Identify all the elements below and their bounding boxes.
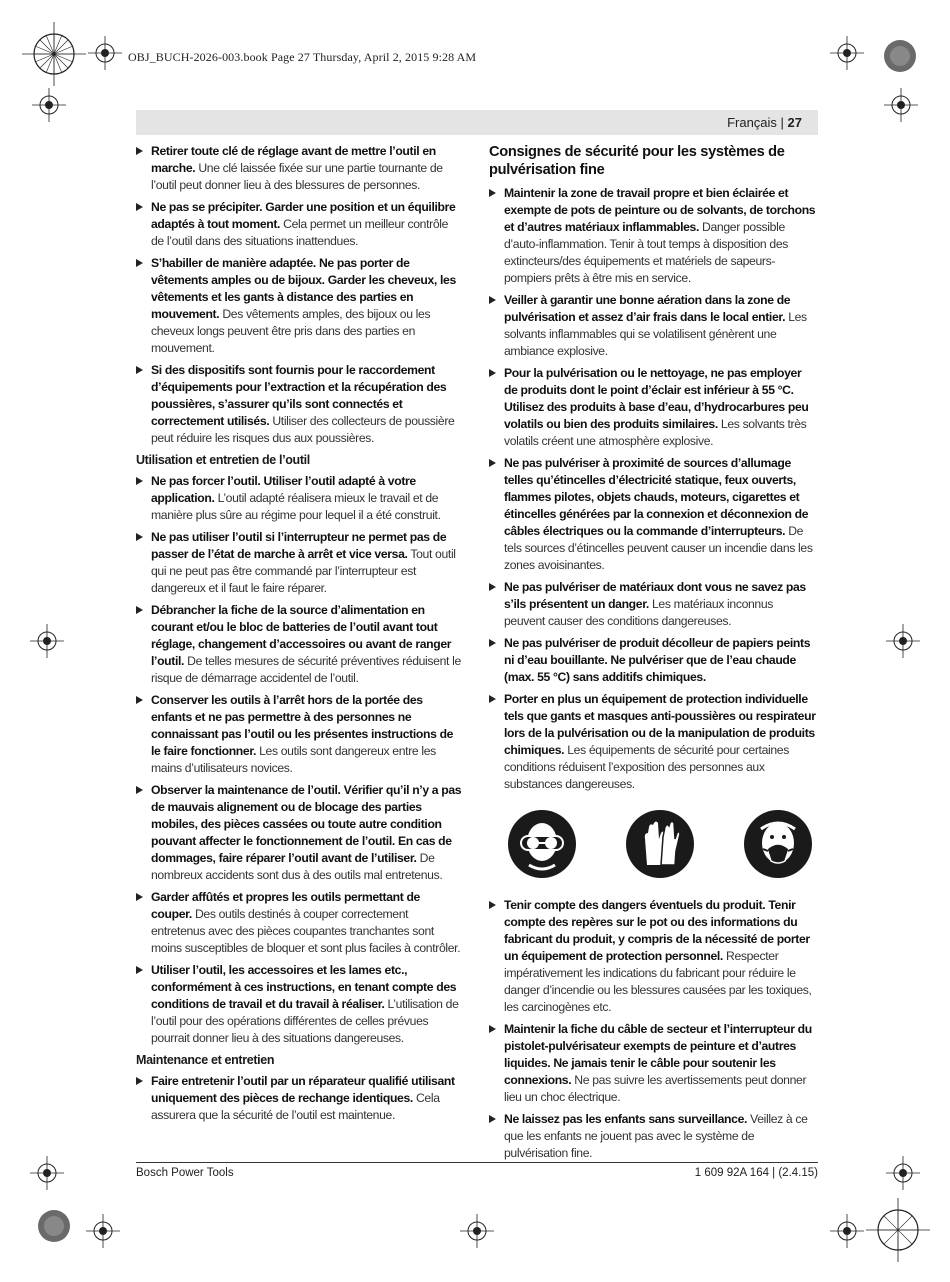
item-text: Ne pas suivre les avertissements peut donner lieu un choc électrique. [504, 1073, 807, 1104]
page-number: 27 [787, 115, 802, 130]
item-text: Danger possible d’auto-inflammation. Tenir à tout temps à disposition des extincteurs/des équipements et matériels de sapeurs-pompiers prêts à être mis en service. [504, 220, 788, 285]
right-column [489, 143, 816, 1167]
bullet-triangle-icon [136, 533, 143, 541]
left-list-1 [136, 143, 463, 447]
list-item [489, 292, 816, 360]
crop-target-icon [32, 88, 66, 122]
crop-target-icon [886, 624, 920, 658]
list-item [136, 255, 463, 357]
item-text: Les solvants inflammables qui se volatilisent génèrent une ambiance explosive. [504, 310, 807, 358]
list-item [489, 897, 816, 1016]
crop-target-icon [86, 1214, 120, 1248]
crop-target-icon [886, 1156, 920, 1190]
crop-target-icon [30, 624, 64, 658]
footer-brand: Bosch Power Tools [136, 1167, 234, 1179]
list-item [136, 199, 463, 250]
list-item [489, 1021, 816, 1106]
item-text: De tels sources d’étincelles peuvent causer un incendie dans les zones avoisinantes. [504, 524, 813, 572]
gray-registration-dot-icon [34, 1206, 74, 1246]
list-item [136, 962, 463, 1047]
item-text: Les outils sont dangereux entre les mains d’utilisateurs novices. [151, 744, 436, 775]
bullet-triangle-icon [489, 901, 496, 909]
ppe-pictograms [507, 809, 813, 879]
list-item [489, 579, 816, 630]
item-text: Les équipements de sécurité pour certaines conditions réduisent l’exposition des personnes aux substances dangereuses. [504, 743, 789, 791]
list-item [136, 782, 463, 884]
list-item [489, 365, 816, 450]
list-item [136, 1073, 463, 1124]
bullet-triangle-icon [489, 296, 496, 304]
crop-target-icon [884, 88, 918, 122]
bullet-triangle-icon [136, 203, 143, 211]
list-item [489, 691, 816, 793]
crop-target-icon [88, 36, 122, 70]
item-text: De nombreux accidents sont dus à des outils mal entretenus. [151, 851, 443, 882]
right-list-1 [489, 185, 816, 793]
bullet-triangle-icon [136, 786, 143, 794]
goggles-icon [507, 809, 577, 879]
item-text: Des vêtements amples, des bijoux ou les cheveux longs peuvent être pris dans des parties en mouvement. [151, 307, 431, 355]
list-item [136, 473, 463, 524]
bullet-triangle-icon [489, 639, 496, 647]
item-text: Tout outil qui ne peut pas être commandé par l’interrupteur est dangereux et il faut le faire réparer. [151, 547, 456, 595]
section-heading-tool-use: Utilisation et entretien de l’outil [136, 453, 310, 467]
item-bold: Débrancher la fiche de la source d’alimentation en courant et/ou le bloc de batteries de l’outil avant tout réglage, changement d’accessoires ou avant de ranger l’outil. [151, 603, 452, 668]
item-bold: Conserver les outils à l’arrêt hors de la portée des enfants et ne pas permettre à des personnes ne connaissant pas l’outil ou les présentes instructions de le faire fonctionner. [151, 693, 454, 758]
item-bold: Veiller à garantir une bonne aération dans la zone de pulvérisation et assez d’air frais dans le local entier. [504, 293, 791, 324]
item-text: Cela permet un meilleur contrôle de l’outil dans des situations inattendues. [151, 217, 449, 248]
bullet-triangle-icon [489, 369, 496, 377]
list-item [489, 455, 816, 574]
left-list-2 [136, 473, 463, 1047]
item-bold: Ne pas se précipiter. Garder une position et un équilibre adaptés à tout moment. [151, 200, 456, 231]
item-text: Cela assurera que la sécurité de l’outil est maintenue. [151, 1091, 440, 1122]
item-bold: Tenir compte des dangers éventuels du produit. Tenir compte des repères sur le pot ou des informations du fabricant du produit, y compris de la nécessité de porter un équipement de protection personnel. [504, 898, 810, 963]
list-item [489, 1111, 816, 1162]
item-text: Une clé laissée fixée sur une partie tournante de l’outil peut donner lieu à des blessures de personnes. [151, 161, 443, 192]
item-text: Des outils destinés à couper correctement entretenus avec des pièces coupantes tranchantes sont moins susceptibles de bloquer et sont plus faciles à contrôler. [151, 907, 461, 955]
gloves-icon [625, 809, 695, 879]
book-slug: OBJ_BUCH-2026-003.book Page 27 Thursday, April 2, 2015 9:28 AM [128, 50, 477, 64]
item-bold: Faire entretenir l’outil par un réparateur qualifié utilisant uniquement des pièces de rechange identiques. [151, 1074, 455, 1105]
item-text: Les matériaux inconnus peuvent causer des conditions dangereuses. [504, 597, 774, 628]
bullet-triangle-icon [136, 147, 143, 155]
item-text: L’utilisation de l’outil pour des opérations différentes de celles prévues pourrait donner lieu à des situations dangereuses. [151, 997, 459, 1045]
bullet-triangle-icon [489, 583, 496, 591]
left-list-3 [136, 1073, 463, 1124]
bullet-triangle-icon [136, 477, 143, 485]
item-bold: Porter en plus un équipement de protection individuelle tels que gants et masques anti-poussières ou respirateur lors de la pulvérisation ou de la manipulation de produits chimiques. [504, 692, 816, 757]
list-item [136, 889, 463, 957]
list-item [136, 692, 463, 777]
footer-rule [136, 1162, 818, 1163]
gray-registration-dot-icon [880, 36, 920, 76]
bullet-triangle-icon [136, 259, 143, 267]
item-bold: S’habiller de manière adaptée. Ne pas porter de vêtements amples ou de bijoux. Garder les cheveux, les vêtements et les gants à distance des parties en mouvement. [151, 256, 456, 321]
item-bold: Maintenir la fiche du câble de secteur et l’interrupteur du pistolet-pulvérisateur exempts de peinture et d’autres liquides. Ne jamais tenir le câble pour soutenir les connexions. [504, 1022, 812, 1087]
item-bold: Retirer toute clé de réglage avant de mettre l’outil en marche. [151, 144, 436, 175]
header-language: Français [727, 115, 777, 130]
item-text: Utiliser des collecteurs de poussière peut réduire les risques dus aux poussières. [151, 414, 455, 445]
page-header [136, 110, 818, 135]
bullet-triangle-icon [136, 893, 143, 901]
bullet-triangle-icon [489, 695, 496, 703]
item-bold: Ne pas pulvériser à proximité de sources d’allumage telles qu’étincelles d’électricité statique, feux ouverts, flammes pilotes, objets chauds, moteurs, cigarettes et étincelles générées par la connexion et déconnexion de câbles électriques ou la commande d’interrupteurs. [504, 456, 809, 538]
crop-target-icon [830, 1214, 864, 1248]
dust-mask-icon [743, 809, 813, 879]
item-bold: Ne laissez pas les enfants sans surveillance. [504, 1112, 748, 1126]
item-bold: Ne pas pulvériser de matériaux dont vous ne savez pas s’ils présentent un danger. [504, 580, 806, 611]
item-bold: Ne pas utiliser l’outil si l’interrupteur ne permet pas de passer de l’état de marche à arrêt et vice versa. [151, 530, 447, 561]
item-bold: Garder affûtés et propres les outils permettant de couper. [151, 890, 420, 921]
item-bold: Maintenir la zone de travail propre et bien éclairée et exempte de pots de peinture ou de solvants, de torchons et d’autres matériaux inflammables. [504, 186, 816, 234]
bullet-triangle-icon [136, 696, 143, 704]
bullet-triangle-icon [489, 1115, 496, 1123]
item-bold: Utiliser l’outil, les accessoires et les lames etc., conformément à ces instructions, en tenant compte des conditions de travail et du travail à réaliser. [151, 963, 457, 1011]
item-text: De telles mesures de sécurité préventives réduisent le risque de démarrage accidentel de l’outil. [151, 654, 461, 685]
item-bold: Si des dispositifs sont fournis pour le raccordement d’équipements pour l’extraction et la récupération des poussières, s’assurer qu’ils sont connectés et correctement utilisés. [151, 363, 447, 428]
item-bold: Pour la pulvérisation ou le nettoyage, ne pas employer de produits dont le point d’éclair est inférieur à 55 °C. Utilisez des produits à base d’eau, d’hydrocarbures peu volatils ou bien des produits similaires. [504, 366, 809, 431]
bullet-triangle-icon [136, 606, 143, 614]
list-item [136, 143, 463, 194]
bullet-triangle-icon [489, 459, 496, 467]
bullet-triangle-icon [489, 1025, 496, 1033]
item-text: Les solvants très volatils créent une atmosphère explosive. [504, 417, 807, 448]
crop-target-icon [460, 1214, 494, 1248]
bullet-triangle-icon [136, 1077, 143, 1085]
crop-target-icon [830, 36, 864, 70]
item-bold: Observer la maintenance de l’outil. Vérifier qu’il n’y a pas de mauvais alignement ou de blocage des parties mobiles, des pièces cassées ou toute autre condition pouvant affecter le fonctionnement de l’outil. En cas de dommages, faire réparer l’outil avant de l’utiliser. [151, 783, 462, 865]
footer-docnumber: 1 609 92A 164 | (2.4.15) [694, 1167, 818, 1179]
header-text: Français | 27 [727, 115, 802, 130]
right-list-2 [489, 897, 816, 1162]
item-text: Veillez à ce que les enfants ne jouent pas avec le système de pulvérisation fine. [504, 1112, 808, 1160]
list-item [136, 362, 463, 447]
bullet-triangle-icon [136, 366, 143, 374]
item-text: Respecter impérativement les indications du fabricant pour réduire le danger d’incendie ou les blessures causées par les toxiques, les carcinogènes etc. [504, 949, 812, 1014]
item-text: L’outil adapté réalisera mieux le travail et de manière plus sûre au régime pour lequel il a été construit. [151, 491, 441, 522]
left-column [136, 143, 463, 1129]
list-item [489, 635, 816, 686]
registration-mark-icon [866, 1198, 930, 1262]
list-item [136, 602, 463, 687]
section-heading-maintenance: Maintenance et entretien [136, 1053, 275, 1067]
registration-mark-icon [22, 22, 86, 86]
section-heading-spray-safety: Consignes de sécurité pour les systèmes de pulvérisation fine [489, 144, 785, 178]
crop-target-icon [30, 1156, 64, 1190]
bullet-triangle-icon [489, 189, 496, 197]
list-item [489, 185, 816, 287]
item-bold: Ne pas forcer l’outil. Utiliser l’outil adapté à votre application. [151, 474, 416, 505]
item-bold: Ne pas pulvériser de produit décolleur de papiers peints ni d’eau bouillante. Ne pulvériser que de l’eau chaude (max. 55 °C) sans additifs chimiques. [504, 636, 811, 684]
list-item [136, 529, 463, 597]
bullet-triangle-icon [136, 966, 143, 974]
